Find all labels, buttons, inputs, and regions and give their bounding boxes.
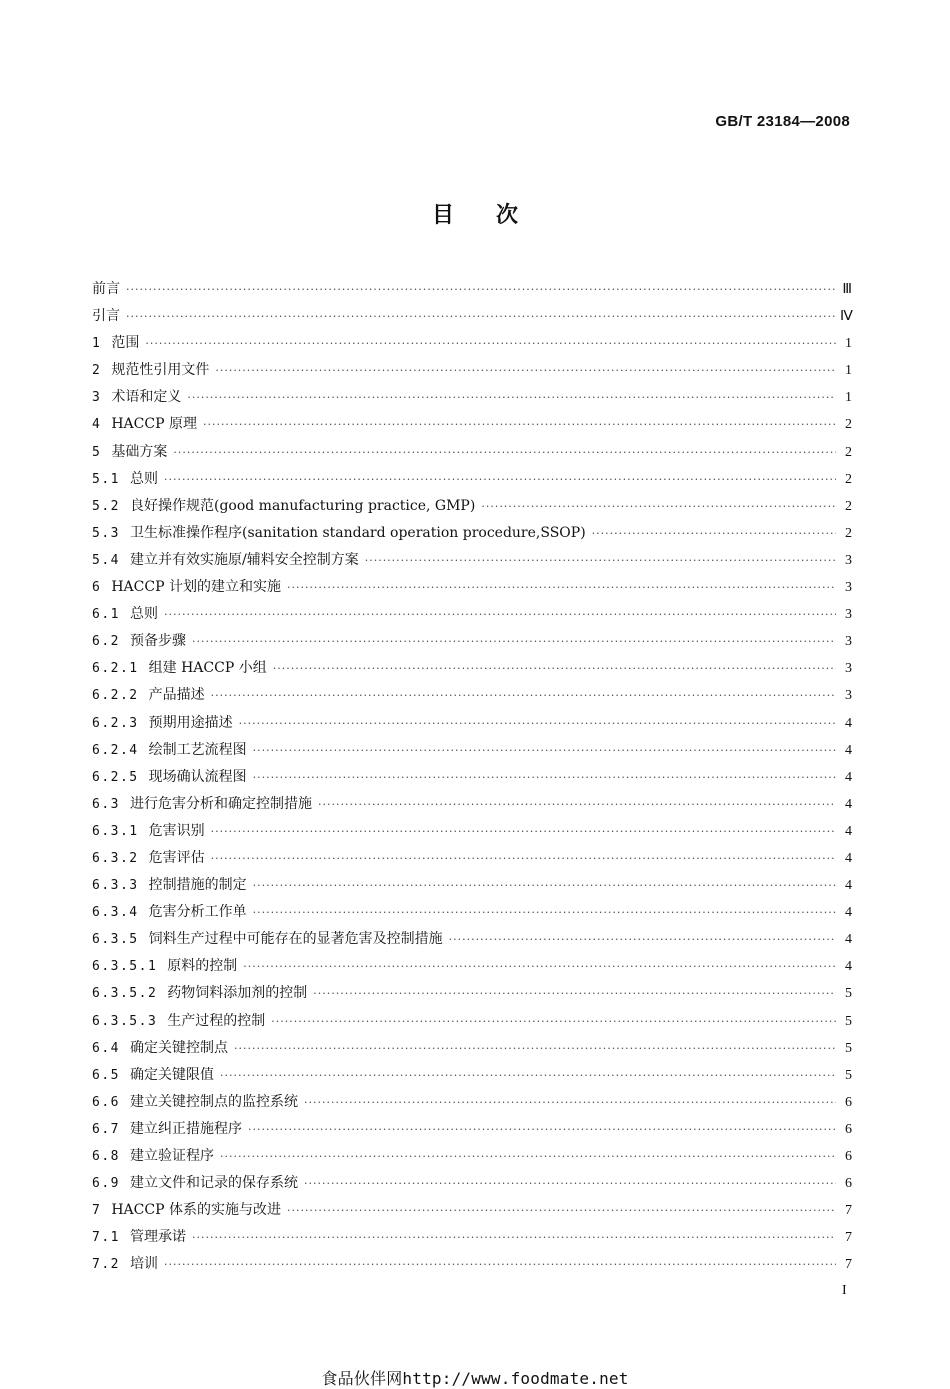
toc-entry-title: 建立文件和记录的保存系统 — [129, 1175, 298, 1192]
toc-entry-number: 7 — [92, 1203, 102, 1219]
toc-entry[interactable] — [92, 411, 852, 438]
toc-entry[interactable] — [92, 682, 852, 709]
toc-entry-page: 4 — [845, 823, 852, 839]
toc-entry-title: 术语和定义 — [111, 389, 182, 406]
toc-entry-number: 6.7 — [92, 1121, 120, 1137]
toc-entry[interactable] — [92, 384, 852, 411]
toc-entry-title: HACCP 计划的建立和实施 — [111, 579, 281, 596]
toc-entry-number: 6.3 — [92, 796, 120, 812]
toc-entry-page: 6 — [845, 1149, 852, 1164]
toc-entry[interactable] — [92, 737, 852, 764]
toc-leader-dots — [253, 764, 836, 791]
toc-entry-page: 6 — [845, 1176, 852, 1192]
toc-entry-title: 绘制工艺流程图 — [148, 741, 247, 758]
toc-leader-dots — [215, 357, 836, 384]
toc-entry-page: 5 — [845, 1040, 852, 1056]
toc-entry[interactable] — [92, 628, 852, 655]
toc-entry-page: 4 — [845, 932, 852, 948]
toc-entry-page: 2 — [845, 498, 852, 514]
toc-entry[interactable] — [92, 655, 852, 682]
toc-leader-dots — [164, 1251, 836, 1278]
toc-entry-number: 6.5 — [92, 1067, 120, 1083]
toc-leader-dots — [253, 737, 836, 764]
toc-entry-title: 建立关键控制点的监控系统 — [129, 1093, 298, 1110]
page-number: I — [842, 1283, 847, 1298]
toc-entry-title: 规范性引用文件 — [111, 362, 210, 379]
toc-entry-page: 5 — [845, 986, 852, 1002]
toc-leader-dots — [239, 710, 836, 737]
toc-entry[interactable] — [92, 818, 852, 845]
toc-leader-dots — [287, 574, 836, 601]
toc-leader-dots — [211, 818, 836, 845]
toc-entry-page: 5 — [845, 1067, 852, 1083]
toc-entry-number: 4 — [92, 417, 102, 433]
toc-entry[interactable] — [92, 1035, 852, 1062]
footer-watermark: 食品伙伴网http://www.foodmate.net — [321, 1369, 629, 1388]
toc-entry[interactable] — [92, 276, 852, 303]
toc-entry[interactable] — [92, 980, 852, 1007]
toc-entry-number: 2 — [92, 363, 102, 379]
toc-entry-number: 6.3.5 — [92, 932, 139, 948]
toc-entry-page: 4 — [845, 742, 852, 758]
toc-entry-number: 6.2.2 — [92, 688, 139, 704]
toc-leader-dots — [126, 303, 836, 330]
toc-entry-title: 建立纠正措施程序 — [129, 1120, 242, 1137]
toc-leader-dots — [173, 439, 836, 466]
toc-entry-page: 7 — [845, 1230, 852, 1246]
toc-leader-dots — [287, 1197, 836, 1224]
toc-leader-dots — [304, 1089, 836, 1116]
toc-entry-title: 饲料生产过程中可能存在的显著危害及控制措施 — [148, 931, 443, 948]
toc-leader-dots — [211, 682, 836, 709]
toc-entry-number: 6.3.2 — [92, 850, 139, 866]
toc-entry-page: 3 — [845, 634, 852, 650]
toc-entry-title: 现场确认流程图 — [148, 768, 247, 785]
toc-entry-number: 6.2.4 — [92, 742, 139, 758]
toc-leader-dots — [220, 1143, 836, 1170]
toc-leader-dots — [253, 872, 836, 899]
toc-entry-title: 基础方案 — [111, 443, 168, 460]
toc-entry-number: 1 — [92, 336, 102, 352]
toc-leader-dots — [192, 628, 836, 655]
toc-entry-number: 5.3 — [92, 525, 120, 541]
toc-title: 目次 — [431, 203, 560, 228]
toc-entry-number: 7.2 — [92, 1257, 120, 1273]
toc-entry-number: 6.2.1 — [92, 661, 139, 677]
toc-entry[interactable] — [92, 493, 852, 520]
toc-entry[interactable] — [92, 1170, 852, 1197]
toc-entry-page: 5 — [845, 1013, 852, 1029]
toc-entry-page: 7 — [845, 1203, 852, 1219]
toc-entry-title: 前言 — [92, 281, 120, 297]
toc-entry-page: 4 — [845, 850, 852, 866]
toc-leader-dots — [234, 1035, 836, 1062]
toc-entry-title: 确定关键限值 — [129, 1066, 214, 1083]
toc-entry-page: 1 — [845, 390, 852, 406]
toc-entry-title: HACCP 原理 — [111, 416, 197, 433]
toc-entry-page: 3 — [845, 552, 852, 568]
toc-entry[interactable] — [92, 845, 852, 872]
toc-entry[interactable] — [92, 1197, 852, 1224]
toc-entry-number: 3 — [92, 390, 102, 406]
toc-leader-dots — [248, 1116, 836, 1143]
toc-entry-page: 4 — [845, 769, 852, 785]
toc-entry-page: 6 — [845, 1094, 852, 1110]
toc-entry-page: 3 — [845, 661, 852, 677]
toc-entry-page: 2 — [845, 525, 852, 541]
toc-entry-page: 2 — [845, 417, 852, 433]
toc-leader-dots — [164, 466, 836, 493]
toc-entry-page: 1 — [845, 363, 852, 379]
toc-entry-title: 组建 HACCP 小组 — [148, 660, 267, 677]
toc-entry-number: 6.9 — [92, 1176, 120, 1192]
toc-entry-number: 6 — [92, 580, 102, 596]
toc-entry[interactable] — [92, 872, 852, 899]
toc-entry[interactable] — [92, 574, 852, 601]
toc-entry-page: 3 — [845, 607, 852, 623]
toc-entry-page: 4 — [845, 905, 852, 921]
toc-entry-title: 总则 — [129, 470, 158, 487]
toc-entry[interactable] — [92, 1143, 852, 1170]
toc-entry-number: 6.3.1 — [92, 823, 139, 839]
toc-entry[interactable] — [92, 791, 852, 818]
table-of-contents — [92, 276, 852, 1278]
toc-entry-title: 预期用途描述 — [148, 714, 233, 731]
toc-entry[interactable] — [92, 899, 852, 926]
toc-entry-number: 6.3.5.2 — [92, 986, 158, 1002]
toc-entry[interactable] — [92, 1251, 852, 1278]
toc-entry-title: 建立验证程序 — [129, 1148, 214, 1164]
toc-leader-dots — [449, 926, 836, 953]
toc-entry[interactable] — [92, 1224, 852, 1251]
toc-entry-page: 2 — [845, 471, 852, 487]
toc-entry[interactable] — [92, 303, 852, 330]
toc-entry-title: 卫生标准操作程序(sanitation standard operation procedure,SSOP) — [129, 524, 586, 541]
toc-entry-number: 5 — [92, 444, 102, 460]
toc-entry-title: 原料的控制 — [167, 958, 238, 975]
toc-entry-title: 危害评估 — [148, 849, 205, 866]
toc-entry-page: 4 — [845, 715, 852, 731]
toc-entry[interactable] — [92, 466, 852, 493]
toc-leader-dots — [192, 1224, 836, 1251]
toc-entry-title: 控制措施的制定 — [148, 877, 247, 894]
toc-leader-dots — [592, 520, 836, 547]
toc-leader-dots — [145, 330, 836, 357]
toc-entry-number: 5.1 — [92, 471, 120, 487]
toc-leader-dots — [126, 276, 836, 303]
toc-entry-page: 3 — [845, 688, 852, 704]
toc-entry-page: Ⅳ — [840, 309, 853, 325]
toc-entry-number: 5.4 — [92, 552, 120, 568]
toc-entry[interactable] — [92, 926, 852, 953]
toc-leader-dots — [203, 411, 836, 438]
toc-leader-dots — [313, 980, 836, 1007]
toc-entry-title: 引言 — [92, 308, 120, 325]
toc-entry-number: 6.3.5.3 — [92, 1013, 158, 1029]
toc-entry-number: 6.4 — [92, 1040, 120, 1056]
toc-entry[interactable] — [92, 1089, 852, 1116]
toc-entry-page: 4 — [845, 796, 852, 812]
toc-entry[interactable] — [92, 710, 852, 737]
toc-leader-dots — [187, 384, 836, 411]
toc-leader-dots — [164, 601, 836, 628]
toc-entry-page: 3 — [845, 580, 852, 596]
toc-entry-number: 6.2 — [92, 634, 120, 650]
toc-entry[interactable] — [92, 1116, 852, 1143]
toc-leader-dots — [271, 1008, 836, 1035]
toc-entry-number: 6.3.3 — [92, 878, 139, 894]
toc-entry[interactable] — [92, 357, 852, 384]
toc-entry[interactable] — [92, 1062, 852, 1089]
toc-entry-number: 6.3.4 — [92, 905, 139, 921]
toc-entry-title: 预备步骤 — [129, 633, 186, 650]
toc-leader-dots — [211, 845, 836, 872]
toc-entry-title: 危害识别 — [148, 822, 205, 839]
toc-entry-title: 总则 — [129, 606, 158, 623]
toc-entry-title: 进行危害分析和确定控制措施 — [129, 795, 312, 812]
toc-entry-title: 药物饲料添加剂的控制 — [167, 985, 308, 1002]
toc-leader-dots — [253, 899, 836, 926]
toc-entry-page: 6 — [845, 1121, 852, 1137]
toc-entry-title: 管理承诺 — [129, 1229, 186, 1246]
toc-leader-dots — [318, 791, 836, 818]
toc-entry-title: 建立并有效实施原/辅料安全控制方案 — [129, 551, 359, 568]
toc-leader-dots — [220, 1062, 836, 1089]
toc-leader-dots — [273, 655, 836, 682]
toc-entry[interactable] — [92, 330, 852, 357]
toc-entry-title: 良好操作规范(good manufacturing practice, GMP) — [129, 497, 476, 514]
toc-entry-number: 6.1 — [92, 607, 120, 623]
toc-entry-title: 培训 — [129, 1256, 158, 1273]
toc-entry-page: Ⅲ — [842, 282, 852, 297]
toc-leader-dots — [243, 953, 836, 980]
toc-leader-dots — [481, 493, 836, 520]
toc-entry-page: 4 — [845, 878, 852, 894]
toc-entry-title: 危害分析工作单 — [148, 904, 247, 921]
toc-entry-title: 确定关键控制点 — [129, 1039, 228, 1056]
toc-entry[interactable] — [92, 547, 852, 574]
toc-entry-title: 生产过程的控制 — [167, 1012, 266, 1029]
toc-entry-title: 范围 — [111, 335, 140, 352]
toc-entry-number: 5.2 — [92, 498, 120, 514]
toc-entry-number: 6.2.5 — [92, 769, 139, 785]
toc-entry[interactable] — [92, 764, 852, 791]
toc-entry-number: 6.6 — [92, 1094, 120, 1110]
toc-leader-dots — [365, 547, 836, 574]
toc-entry-number: 7.1 — [92, 1230, 120, 1246]
toc-leader-dots — [304, 1170, 836, 1197]
toc-entry-page: 7 — [845, 1257, 852, 1273]
toc-entry-number: 6.2.3 — [92, 715, 139, 731]
toc-entry-title: HACCP 体系的实施与改进 — [111, 1202, 281, 1219]
toc-entry-number: 6.8 — [92, 1149, 120, 1164]
toc-entry-title: 产品描述 — [148, 687, 205, 704]
toc-entry[interactable] — [92, 439, 852, 466]
toc-entry[interactable] — [92, 953, 852, 980]
standard-number: GB/T 23184—2008 — [715, 113, 850, 130]
toc-entry-page: 1 — [845, 336, 852, 352]
toc-entry-page: 2 — [845, 444, 852, 460]
toc-entry[interactable] — [92, 520, 852, 547]
toc-entry-number: 6.3.5.1 — [92, 959, 158, 975]
toc-entry-page: 4 — [845, 959, 852, 975]
toc-entry[interactable] — [92, 1008, 852, 1035]
toc-entry[interactable] — [92, 601, 852, 628]
